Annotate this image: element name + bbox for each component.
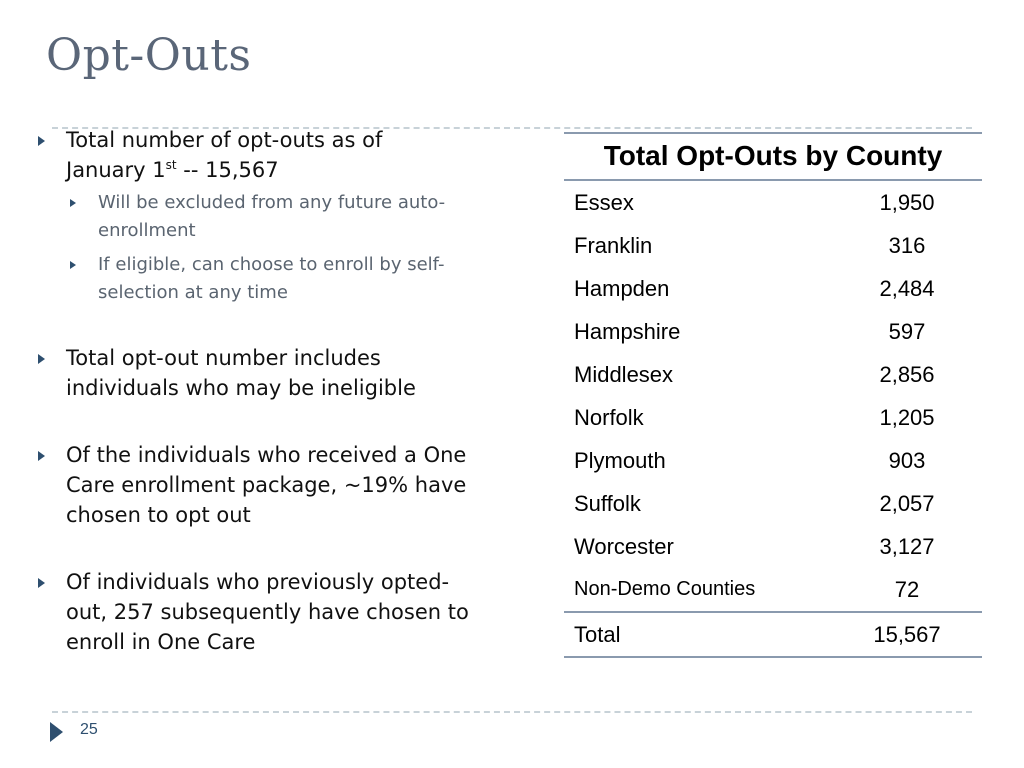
bullet-text: -- 15,567 — [176, 158, 279, 182]
county-name: Middlesex — [574, 361, 674, 387]
bullet-text: Of individuals who previously opted-out, 257 subsequently have chosen to enroll in One Care — [66, 570, 469, 654]
page-number: 25 — [80, 721, 98, 738]
table-total-row — [564, 612, 982, 657]
table-row — [564, 310, 982, 353]
county-name: Hampshire — [574, 318, 681, 344]
total-value: 15,567 — [832, 612, 982, 657]
bullet-list — [36, 125, 476, 657]
county-value: 2,057 — [879, 490, 935, 516]
sub-bullet-text: If eligible, can choose to enroll by self-selection at any time — [98, 254, 445, 303]
county-value: 72 — [894, 576, 920, 602]
bullet-text: Of the individuals who received a One Care enrollment package, ~19% have chosen to opt out — [66, 443, 467, 527]
sub-bullet-arrow-icon — [70, 261, 76, 269]
total-label: Total — [564, 612, 832, 657]
bullet-item — [36, 567, 476, 657]
bullet-arrow-icon — [38, 451, 45, 461]
table-row — [564, 568, 982, 612]
table-header-row — [564, 133, 982, 180]
county-name: Suffolk — [574, 490, 641, 516]
bullet-arrow-icon — [38, 354, 45, 364]
bullet-item — [36, 125, 476, 185]
table-row — [564, 482, 982, 525]
table-row — [564, 267, 982, 310]
table-row — [564, 396, 982, 439]
county-name: Essex — [574, 189, 634, 215]
table-row — [564, 439, 982, 482]
county-value: 1,950 — [879, 189, 935, 215]
bottom-divider — [52, 711, 972, 713]
county-value: 2,856 — [879, 361, 935, 387]
county-name: Plymouth — [574, 447, 666, 473]
bullet-arrow-icon — [38, 136, 45, 146]
sub-bullet-item — [68, 189, 476, 245]
county-value: 597 — [888, 318, 926, 344]
bullet-text: January 1 — [66, 158, 166, 182]
table-row — [564, 180, 982, 224]
county-value: 1,205 — [879, 404, 935, 430]
table-row — [564, 224, 982, 267]
county-value: 2,484 — [879, 275, 935, 301]
table-row — [564, 353, 982, 396]
county-name: Franklin — [574, 232, 653, 258]
county-name: Hampden — [574, 275, 670, 301]
bullet-arrow-icon — [38, 578, 45, 588]
county-name: Non-Demo Counties — [574, 578, 756, 600]
sub-bullet-arrow-icon — [70, 199, 76, 207]
opt-outs-table — [564, 132, 982, 658]
sub-bullet-item — [68, 251, 476, 307]
county-value: 3,127 — [879, 533, 935, 559]
footer-arrow-icon — [50, 722, 63, 742]
county-name: Worcester — [574, 533, 674, 559]
bullet-item — [36, 440, 476, 530]
county-value: 316 — [888, 232, 926, 258]
table-header: Total Opt-Outs by County — [564, 133, 982, 180]
sub-bullet-text: Will be excluded from any future auto-enrollment — [98, 192, 446, 241]
county-value: 903 — [888, 447, 926, 473]
bullet-item — [36, 343, 476, 403]
county-name: Norfolk — [574, 404, 644, 430]
table-row — [564, 525, 982, 568]
bullet-text: Total opt-out number includes individuals who may be ineligible — [66, 346, 416, 400]
slide-title: Opt-Outs — [46, 30, 252, 81]
bullet-text: Total number of opt-outs as of — [66, 128, 383, 152]
superscript: st — [165, 158, 177, 172]
